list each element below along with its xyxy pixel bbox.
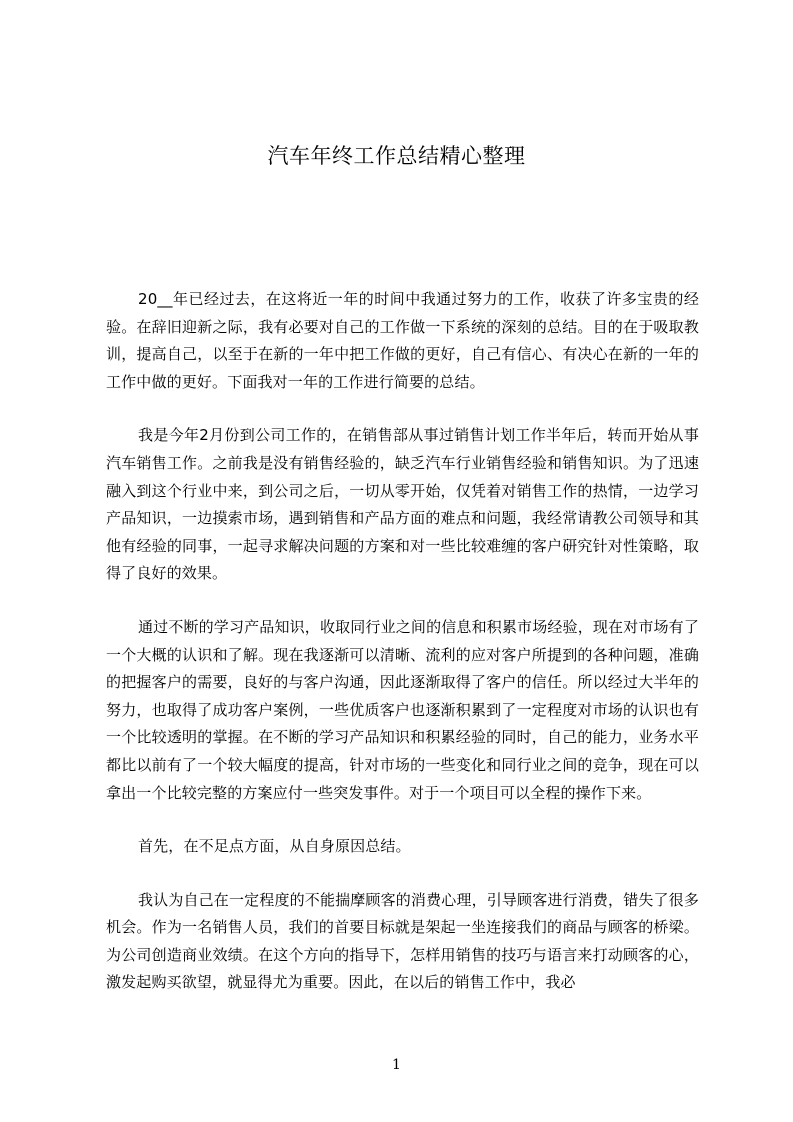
- paragraph-background: 我是今年2月份到公司工作的，在销售部从事过销售计划工作半年后，转而开始从事汽车销售工作。之前我是没有销售经验的，缺乏汽车行业销售经验和销售知识。为了迅速融入到这个行业中来，到公司之后，一切从零开始，仅凭着对销售工作的热情，一边学习产品知识，一边摸索市场，遇到销售和产品方面的难点和问题，我经常请教公司领导和其他有经验的同事，一起寻求解决问题的方案和对一些比较难缠的客户研究针对性策略，取得了良好的效果。: [106, 426, 699, 583]
- paragraph-intro: 20__年已经过去，在这将近一年的时间中我通过努力的工作，收获了许多宝贵的经验。在辞旧迎新之际，我有必要对自己的工作做一下系统的深刻的总结。目的在于吸取教训，提高自己，以至于在新的一年中把工作做的更好，自己有信心、有决心在新的一年的工作中做的更好。下面我对一年的工作进行简要的总结。: [106, 290, 699, 391]
- paragraph-progress: 通过不断的学习产品知识，收取同行业之间的信息和积累市场经验，现在对市场有了一个大概的认识和了解。现在我逐渐可以清晰、流利的应对客户所提到的各种问题，准确的把握客户的需要，良好的与客户沟通，因此逐渐取得了客户的信任。所以经过大半年的努力，也取得了成功客户案例，一些优质客户也逐渐积累到了一定程度对市场的认识也有一个比较透明的掌握。在不断的学习产品知识和积累经验的同时，自己的能力，业务水平都比以前有了一个较大幅度的提高，针对市场的一些变化和同行业之间的竞争，现在可以拿出一个比较完整的方案应付一些突发事件。对于一个项目可以全程的操作下来。: [106, 617, 699, 802]
- document-body: [106, 286, 699, 1023]
- paragraph-customer-psychology: 我认为自己在一定程度的不能揣摩顾客的消费心理，引导顾客进行消费，错失了很多机会。作为一名销售人员，我们的首要目标就是架起一坐连接我们的商品与顾客的桥梁。为公司创造商业效绩。在这个方向的指导下，怎样用销售的技巧与语言来打动顾客的心，激发起购买欲望，就显得尤为重要。因此，在以后的销售工作中，我必: [106, 890, 699, 992]
- document-title: 汽车年终工作总结精心整理: [267, 144, 526, 168]
- paragraph-shortcomings-heading: 首先，在不足点方面，从自身原因总结。: [138, 837, 411, 856]
- page-number: 1: [392, 1057, 401, 1073]
